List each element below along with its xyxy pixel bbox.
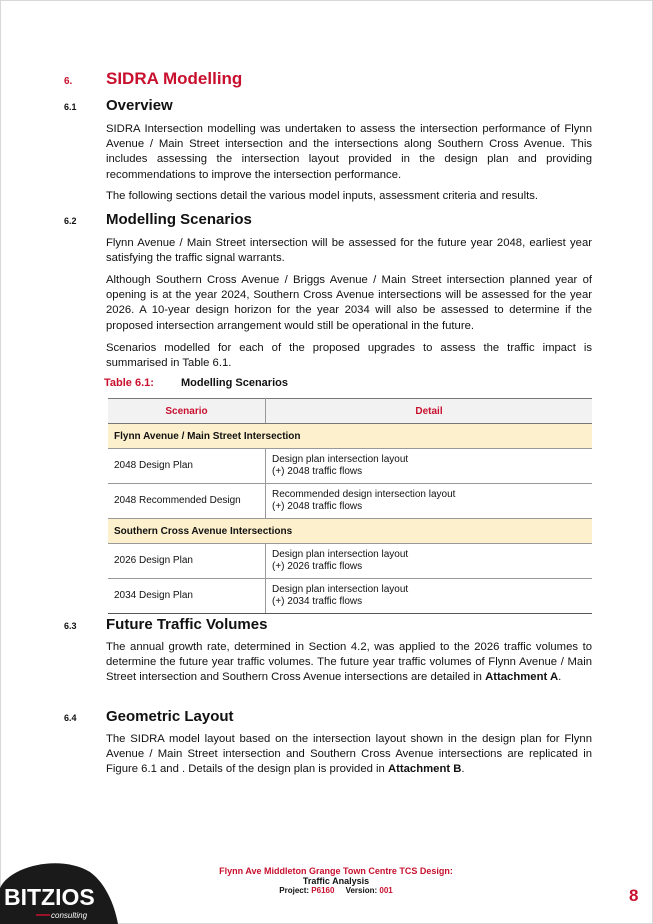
scenario-cell: 2048 Recommended Design: [108, 484, 266, 519]
section-heading: [64, 69, 242, 89]
section-title: SIDRA Modelling: [106, 69, 243, 88]
table-row: [108, 544, 592, 579]
group-label: Southern Cross Avenue Intersections: [108, 519, 592, 544]
paragraph-text: The annual growth rate, determined in Section 4.2, was applied to the 2026 traffic volumes to determine the future year traffic volumes. The future year traffic volumes of Flynn Avenue / Main Street intersection and Southern Cross Avenue intersections are detailed in: [106, 641, 592, 684]
logo-tagline: consulting: [51, 911, 88, 920]
version-label: Version:: [345, 886, 378, 895]
detail-line: (+) 2026 traffic flows: [272, 561, 363, 572]
scenarios-paragraph-3: Scenarios modelled for each of the proposed upgrades to assess the traffic impact is summarised in Table 6.1.: [106, 342, 592, 370]
detail-line: Design plan intersection layout: [272, 453, 409, 465]
future-volumes-paragraph: [106, 640, 592, 686]
table-number: Table 6.1:: [104, 377, 154, 389]
project-label: Project:: [279, 886, 310, 895]
bitzios-logo: [0, 858, 118, 924]
detail-line: (+) 2034 traffic flows: [272, 596, 363, 607]
footer-project-title: Flynn Ave Middleton Grange Town Centre TCS Design:: [219, 866, 453, 876]
scenario-cell: 2026 Design Plan: [108, 544, 266, 579]
heading-6-1: [64, 97, 173, 114]
heading-number: 6.3: [64, 621, 77, 631]
heading-title: Future Traffic Volumes: [106, 616, 268, 633]
detail-cell: [266, 544, 593, 579]
scenarios-table: [108, 398, 592, 614]
detail-line: (+) 2048 traffic flows: [272, 466, 363, 477]
paragraph-end: .: [461, 763, 465, 776]
detail-cell: [266, 484, 593, 519]
scenarios-paragraph-2: Although Southern Cross Avenue / Briggs Avenue / Main Street intersection planned year of opening is at the year 2024, Southern Cross Avenue intersections will be assessed for the year 2026. A 10-year design horizon for the year 2034 will also be assessed to determine if the proposed intersection arrangement would still be operational in the future.: [106, 274, 592, 332]
group-label: Flynn Avenue / Main Street Intersection: [108, 424, 592, 449]
overview-paragraph-1: SIDRA Intersection modelling was undertaken to assess the intersection performance of Flynn Avenue / Main Street intersection and the intersections along Southern Cross Avenue. This includes assessing the intersection layout provided in the design plan and providing recommendations to improve the intersection performance.: [106, 123, 592, 181]
page-number: 8: [629, 886, 639, 905]
heading-title: Overview: [106, 97, 173, 114]
detail-cell: [266, 579, 593, 614]
table-row: [108, 449, 592, 484]
logo-wordmark: BITZIOS: [4, 884, 95, 910]
detail-line: Design plan intersection layout: [272, 548, 409, 560]
detail-line: (+) 2048 traffic flows: [272, 501, 363, 512]
heading-6-3: [64, 616, 267, 633]
paragraph-end: .: [558, 671, 562, 684]
scenarios-paragraph-1: Flynn Avenue / Main Street intersection will be assessed for the future year 2048, earliest year satisfying the traffic signal warrants.: [106, 237, 592, 265]
table-header-row: [108, 399, 592, 424]
table-title: Modelling Scenarios: [181, 377, 288, 389]
page-footer: [150, 866, 522, 895]
overview-paragraph-2: The following sections detail the various model inputs, assessment criteria and results.: [106, 190, 539, 202]
heading-number: 6.4: [64, 713, 77, 723]
section-number: 6.: [64, 76, 73, 87]
heading-6-4: [64, 708, 234, 725]
header-detail: Detail: [266, 399, 593, 424]
detail-line: Recommended design intersection layout: [272, 488, 456, 500]
scenario-cell: 2034 Design Plan: [108, 579, 266, 614]
table-row: [108, 484, 592, 519]
table-group-row: [108, 424, 592, 449]
header-scenario: Scenario: [108, 399, 266, 424]
heading-title: Modelling Scenarios: [106, 211, 252, 228]
table-caption: [104, 377, 288, 389]
heading-title: Geometric Layout: [106, 708, 234, 725]
paragraph-text: The SIDRA model layout based on the intersection layout shown in the design plan for Flynn Avenue / Main Street intersection and Southern Cross Avenue intersections are replicated in Figure 6.1 and . Details of the design plan is provided in: [106, 733, 592, 776]
attachment-b-ref: Attachment B: [387, 763, 462, 776]
scenario-cell: 2048 Design Plan: [108, 449, 266, 484]
table-row: [108, 579, 592, 614]
detail-line: Design plan intersection layout: [272, 583, 409, 595]
detail-cell: [266, 449, 593, 484]
version-value: 001: [379, 886, 393, 895]
footer-project-info: [150, 886, 522, 895]
attachment-a-ref: Attachment A: [485, 671, 559, 684]
footer-report-title: Traffic Analysis: [302, 876, 370, 886]
project-value: P6160: [311, 886, 335, 895]
heading-6-2: [64, 211, 252, 228]
geometric-layout-paragraph: [106, 732, 592, 778]
heading-number: 6.2: [64, 216, 77, 226]
table-group-row: [108, 519, 592, 544]
heading-number: 6.1: [64, 102, 77, 112]
